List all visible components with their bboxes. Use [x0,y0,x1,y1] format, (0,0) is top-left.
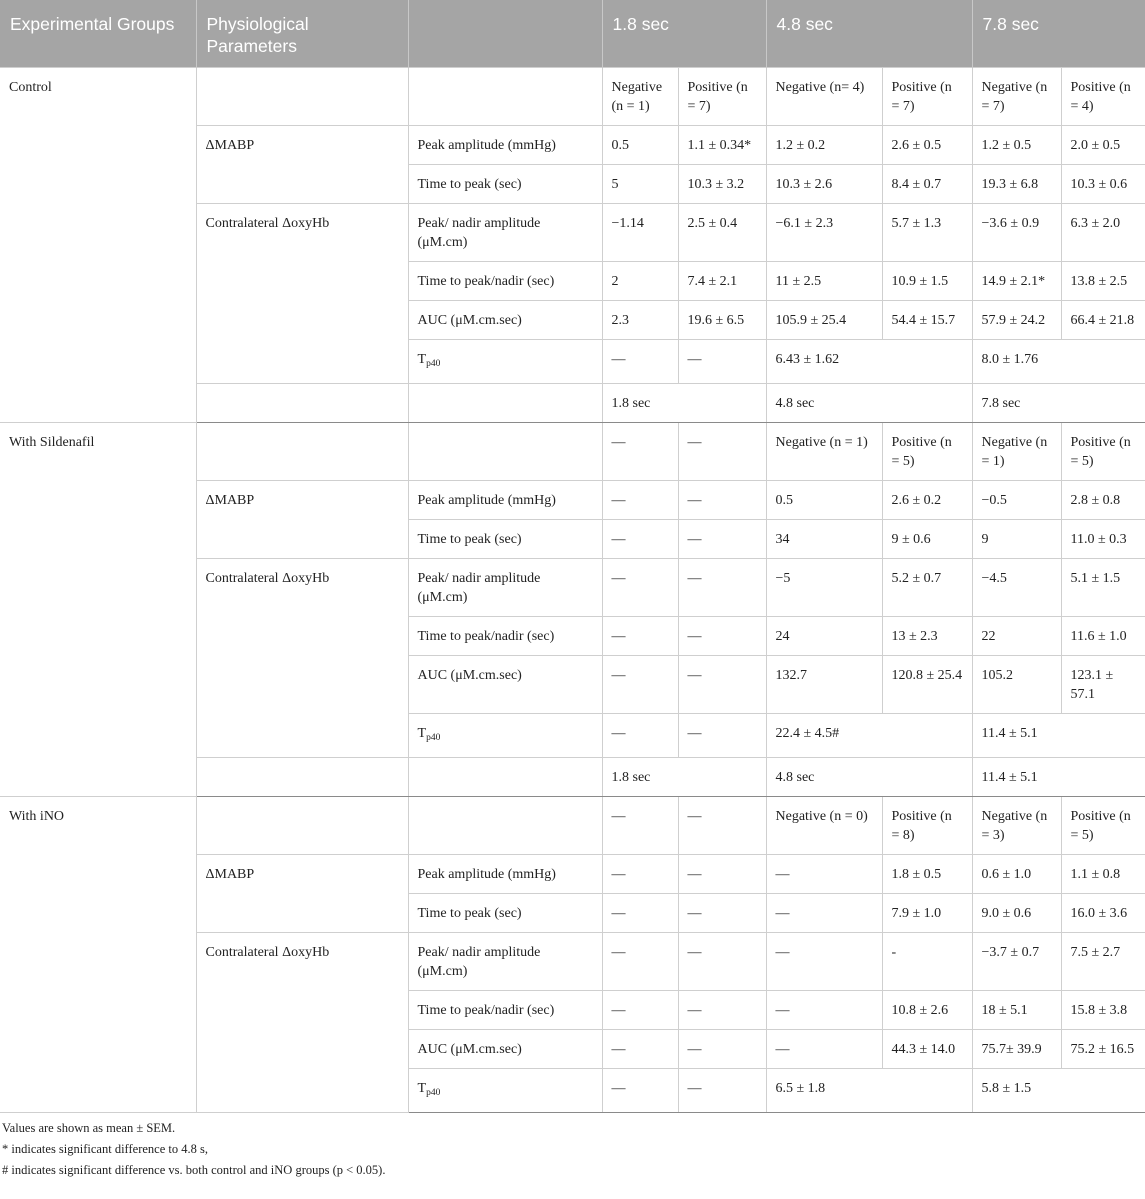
table-cell: 15.8 ± 3.8 [1061,991,1145,1030]
table-cell: — [678,481,766,520]
table-cell: 5.2 ± 0.7 [882,559,972,617]
table-cell: — [678,855,766,894]
table-cell: 4.8 sec [766,384,972,423]
table-row [0,423,1145,481]
table-cell: 75.2 ± 16.5 [1061,1030,1145,1069]
table-cell: Positive (n = 7) [678,68,766,126]
header-row [0,0,1145,68]
table-cell: 19.6 ± 6.5 [678,301,766,340]
table-cell: Positive (n = 4) [1061,68,1145,126]
table-cell: 22.4 ± 4.5# [766,714,972,758]
table-cell: — [678,617,766,656]
table-cell: — [602,797,678,855]
table-cell: 16.0 ± 3.6 [1061,894,1145,933]
table-cell: −6.1 ± 2.3 [766,204,882,262]
table-cell [196,384,408,423]
table-cell: 11.0 ± 0.3 [1061,520,1145,559]
row-label: AUC (μM.cm.sec) [408,301,602,340]
table-cell: −5 [766,559,882,617]
param-mabp: ΔMABP [196,855,408,933]
table-cell [408,797,602,855]
tp40-sub: p40 [426,733,441,743]
table-cell [408,423,602,481]
table-cell: — [602,1069,678,1113]
table-cell: Positive (n = 5) [1061,423,1145,481]
table-cell: 5.8 ± 1.5 [972,1069,1145,1113]
table-cell: 123.1 ± 57.1 [1061,656,1145,714]
param-oxyhb: Contralateral ΔoxyHb [196,559,408,758]
table-cell: 0.6 ± 1.0 [972,855,1061,894]
tp40-main: T [417,352,427,367]
table-row [0,797,1145,855]
row-label: Peak amplitude (mmHg) [408,481,602,520]
table-cell: 7.9 ± 1.0 [882,894,972,933]
table-cell: 10.3 ± 0.6 [1061,165,1145,204]
table-cell: −3.7 ± 0.7 [972,933,1061,991]
table-cell: 14.9 ± 2.1* [972,262,1061,301]
header-physiological-parameters: Physiological Parameters [196,0,408,68]
table-cell: — [678,1030,766,1069]
table-cell: — [678,714,766,758]
table-cell: 18 ± 5.1 [972,991,1061,1030]
table-cell: 132.7 [766,656,882,714]
header-experimental-groups: Experimental Groups [0,0,196,68]
table-cell: 10.3 ± 3.2 [678,165,766,204]
table-cell: 2 [602,262,678,301]
table-cell: Positive (n = 8) [882,797,972,855]
table-notes [0,1113,1145,1179]
table-cell: — [602,933,678,991]
table-cell: 11.4 ± 5.1 [972,714,1145,758]
header-blank [408,0,602,68]
table-cell [196,423,408,481]
table-cell: — [678,894,766,933]
row-label: Time to peak (sec) [408,894,602,933]
table-cell: — [678,1069,766,1113]
table-cell: 7.5 ± 2.7 [1061,933,1145,991]
table-cell: 105.9 ± 25.4 [766,301,882,340]
table-cell: — [766,855,882,894]
table-cell: 10.9 ± 1.5 [882,262,972,301]
table-cell: −4.5 [972,559,1061,617]
table-cell: — [602,991,678,1030]
table-cell: — [678,656,766,714]
table-cell: — [602,481,678,520]
row-label: AUC (μM.cm.sec) [408,1030,602,1069]
row-label: Time to peak/nadir (sec) [408,991,602,1030]
table-cell: — [602,340,678,384]
row-label-tp40 [408,714,602,758]
table-cell: 19.3 ± 6.8 [972,165,1061,204]
table-cell: 66.4 ± 21.8 [1061,301,1145,340]
table-cell: 5.7 ± 1.3 [882,204,972,262]
table-cell [196,68,408,126]
table-cell [196,797,408,855]
table-cell: 54.4 ± 15.7 [882,301,972,340]
table-cell: — [602,617,678,656]
table-cell: — [678,933,766,991]
note-mean-sem: Values are shown as mean ± SEM. [2,1121,176,1135]
table-cell: Negative (n = 1) [972,423,1061,481]
table-cell: — [678,423,766,481]
row-label-tp40 [408,1069,602,1113]
header-7-8-sec: 7.8 sec [972,0,1145,68]
table-cell: Negative (n = 7) [972,68,1061,126]
row-label: AUC (μM.cm.sec) [408,656,602,714]
table-cell: 11 ± 2.5 [766,262,882,301]
row-label: Peak/ nadir amplitude (μM.cm) [408,204,602,262]
table-cell: −3.6 ± 0.9 [972,204,1061,262]
table-cell: 1.8 sec [602,384,766,423]
row-label-tp40 [408,340,602,384]
table-cell: — [602,559,678,617]
table-cell: 10.3 ± 2.6 [766,165,882,204]
row-label: Time to peak (sec) [408,165,602,204]
group-control: Control [0,68,196,423]
note-hash: # indicates significant difference vs. both control and iNO groups (p < 0.05). [2,1163,386,1177]
tp40-main: T [417,1081,427,1096]
table-cell: 8.0 ± 1.76 [972,340,1145,384]
table-cell: 1.2 ± 0.2 [766,126,882,165]
row-label: Peak/ nadir amplitude (μM.cm) [408,933,602,991]
table-cell: 8.4 ± 0.7 [882,165,972,204]
table-cell: — [678,520,766,559]
table-cell: 0.5 [602,126,678,165]
table-cell: 11.4 ± 5.1 [972,758,1145,797]
table-cell: 75.7± 39.9 [972,1030,1061,1069]
param-mabp: ΔMABP [196,481,408,559]
table-cell [196,758,408,797]
table-cell: 9.0 ± 0.6 [972,894,1061,933]
table-cell: 24 [766,617,882,656]
table-cell: 6.43 ± 1.62 [766,340,972,384]
table-cell: Positive (n = 7) [882,68,972,126]
row-label: Peak/ nadir amplitude (μM.cm) [408,559,602,617]
table-cell: 44.3 ± 14.0 [882,1030,972,1069]
header-1-8-sec: 1.8 sec [602,0,766,68]
table-cell: 2.8 ± 0.8 [1061,481,1145,520]
table-cell: 120.8 ± 25.4 [882,656,972,714]
table-cell: −1.14 [602,204,678,262]
table-cell: — [602,894,678,933]
table-cell: 13 ± 2.3 [882,617,972,656]
note-asterisk: * indicates significant difference to 4.8 s, [2,1142,208,1156]
table-cell [408,384,602,423]
table-cell: Negative (n= 4) [766,68,882,126]
table-cell: 1.2 ± 0.5 [972,126,1061,165]
table-cell: 1.1 ± 0.8 [1061,855,1145,894]
param-oxyhb: Contralateral ΔoxyHb [196,933,408,1113]
table-cell: 5.1 ± 1.5 [1061,559,1145,617]
table-cell: — [678,797,766,855]
table-cell: — [766,1030,882,1069]
table-cell: 2.5 ± 0.4 [678,204,766,262]
table-cell: 9 [972,520,1061,559]
table-cell: 5 [602,165,678,204]
table-cell: 4.8 sec [766,758,972,797]
row-label: Time to peak/nadir (sec) [408,617,602,656]
table-cell: Negative (n = 1) [766,423,882,481]
table-cell: — [678,559,766,617]
table-cell: 1.8 ± 0.5 [882,855,972,894]
group-sildenafil: With Sildenafil [0,423,196,797]
table-cell: 57.9 ± 24.2 [972,301,1061,340]
table-cell: Negative (n = 1) [602,68,678,126]
table-cell [408,758,602,797]
row-label: Peak amplitude (mmHg) [408,126,602,165]
table-cell: 2.6 ± 0.5 [882,126,972,165]
table-cell: — [766,933,882,991]
table-cell: — [602,714,678,758]
table-cell: - [882,933,972,991]
table-cell: — [766,894,882,933]
table-cell: 2.3 [602,301,678,340]
header-4-8-sec: 4.8 sec [766,0,972,68]
table-cell: 13.8 ± 2.5 [1061,262,1145,301]
table-cell: Negative (n = 0) [766,797,882,855]
table-cell: — [766,991,882,1030]
table-cell: Positive (n = 5) [882,423,972,481]
table-cell: — [602,855,678,894]
table-cell: 34 [766,520,882,559]
table-cell: — [678,340,766,384]
table-cell: 10.8 ± 2.6 [882,991,972,1030]
tp40-main: T [417,726,427,741]
tp40-sub: p40 [426,359,441,369]
table-cell: 1.8 sec [602,758,766,797]
table-row [0,68,1145,126]
group-ino: With iNO [0,797,196,1113]
table-cell: 22 [972,617,1061,656]
table-cell: Negative (n = 3) [972,797,1061,855]
table-cell [408,68,602,126]
row-label: Time to peak/nadir (sec) [408,262,602,301]
table-cell: 7.8 sec [972,384,1145,423]
table-cell: −0.5 [972,481,1061,520]
table-cell: 0.5 [766,481,882,520]
table-cell: 6.5 ± 1.8 [766,1069,972,1113]
tp40-sub: p40 [426,1088,441,1098]
table-cell: — [602,656,678,714]
table-cell: 6.3 ± 2.0 [1061,204,1145,262]
table-cell: 2.0 ± 0.5 [1061,126,1145,165]
row-label: Time to peak (sec) [408,520,602,559]
table-cell: 105.2 [972,656,1061,714]
table-cell: 2.6 ± 0.2 [882,481,972,520]
table-cell: 9 ± 0.6 [882,520,972,559]
table-cell: Positive (n = 5) [1061,797,1145,855]
table-cell: 7.4 ± 2.1 [678,262,766,301]
param-mabp: ΔMABP [196,126,408,204]
table-cell: — [602,1030,678,1069]
table-cell: 11.6 ± 1.0 [1061,617,1145,656]
table-cell: — [678,991,766,1030]
table-cell: — [602,423,678,481]
row-label: Peak amplitude (mmHg) [408,855,602,894]
param-oxyhb: Contralateral ΔoxyHb [196,204,408,384]
table-cell: 1.1 ± 0.34* [678,126,766,165]
table-cell: — [602,520,678,559]
